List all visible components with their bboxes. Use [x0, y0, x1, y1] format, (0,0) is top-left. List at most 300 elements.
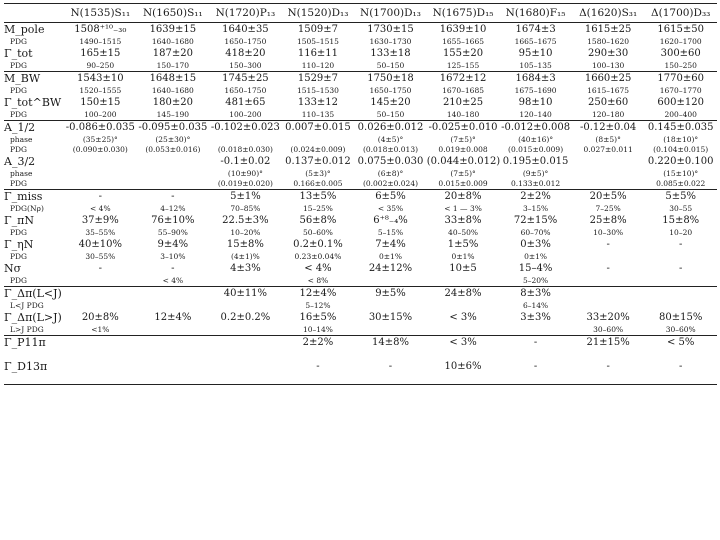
table-cell — [209, 23, 282, 48]
cell-pdg-value — [209, 301, 282, 311]
table-cell — [354, 23, 427, 48]
cell-pdg-value: 1650–1750 — [369, 86, 412, 95]
table-cell — [209, 121, 282, 156]
cell-value: 1684±3 — [515, 73, 556, 84]
cell-pdg-value: 15–25% — [302, 204, 333, 213]
cell-value: -0.025±0.010 — [428, 122, 498, 133]
cell-pdg-value — [137, 325, 210, 335]
cell-value: - — [388, 361, 393, 372]
cell-pdg-value: 6–14% — [522, 301, 549, 310]
table-cell — [282, 311, 355, 336]
cell-value: 33±8% — [444, 215, 482, 226]
column-header: N(1650)S₁₁ — [137, 4, 210, 23]
table-cell — [64, 214, 137, 238]
cell-pdg-value-2: 0.166±0.005 — [293, 179, 343, 188]
table-cell — [572, 360, 645, 385]
table-cell — [427, 47, 500, 72]
row-label-main: Γ_tot — [4, 47, 33, 60]
table-cell — [137, 262, 210, 287]
cell-pdg-value — [282, 135, 355, 145]
row-label — [4, 360, 64, 385]
cell-value: 1745±25 — [222, 73, 269, 84]
cell-value: -0.12±0.04 — [579, 122, 637, 133]
cell-value: 600±120 — [657, 97, 704, 108]
cell-value: 1543±10 — [77, 73, 124, 84]
cell-pdg-value: (7±5)° — [450, 169, 476, 178]
cell-pdg-value — [209, 374, 282, 384]
table-cell — [644, 311, 717, 336]
table-cell — [644, 96, 717, 121]
cell-pdg-value: (9±5)° — [522, 169, 549, 178]
cell-pdg-value-2: 0.015±0.009 — [438, 179, 488, 188]
cell-pdg-value: (4±5)° — [377, 135, 404, 144]
table-row — [4, 336, 717, 361]
table-cell — [282, 121, 355, 156]
table-cell — [572, 336, 645, 361]
table-cell — [572, 238, 645, 262]
table-cell — [572, 72, 645, 97]
cell-value: 0.195±0.015 — [502, 156, 569, 167]
table-cell — [354, 72, 427, 97]
cell-pdg-value: (8±5)° — [595, 135, 621, 144]
cell-value: 40±11% — [223, 288, 268, 299]
table-cell — [64, 72, 137, 97]
cell-pdg-value — [137, 350, 210, 360]
table-cell — [572, 287, 645, 312]
column-header: Δ(1620)S₃₁ — [572, 4, 645, 23]
table-cell — [427, 155, 500, 190]
table-cell — [209, 336, 282, 361]
cell-pdg-value: <1% — [91, 325, 110, 334]
table-cell — [572, 155, 645, 190]
row-label-sub: phase — [10, 169, 33, 178]
cell-pdg-value: 1640–1680 — [151, 86, 194, 95]
table-cell — [644, 336, 717, 361]
table-cell — [209, 155, 282, 190]
row-label-sub: L<J PDG — [10, 301, 44, 310]
cell-pdg-value: (15±10)° — [663, 169, 699, 178]
table-cell — [572, 121, 645, 156]
table-cell — [354, 287, 427, 312]
column-header: N(1675)D₁₅ — [427, 4, 500, 23]
cell-value: 1770±60 — [657, 73, 704, 84]
cell-value: -0.1±0.02 — [220, 156, 271, 167]
cell-value: 5±5% — [665, 191, 696, 202]
cell-pdg-value-2 — [572, 179, 645, 189]
cell-pdg-value: 60–70% — [520, 228, 551, 237]
row-label-sub: PDG — [10, 276, 28, 285]
cell-value: 24±12% — [368, 263, 413, 274]
cell-value: 116±11 — [297, 48, 339, 59]
cell-pdg-value-2: 0.085±0.022 — [656, 179, 706, 188]
cell-pdg-value — [644, 252, 717, 262]
table-cell — [137, 47, 210, 72]
cell-pdg-value: (35±25)° — [82, 135, 118, 144]
cell-value: 20±8% — [81, 312, 119, 323]
cell-pdg-value: 5–12% — [305, 301, 331, 310]
cell-pdg-value: 1670–1770 — [659, 86, 702, 95]
table-cell — [354, 336, 427, 361]
column-header: N(1700)D₁₃ — [354, 4, 427, 23]
cell-pdg-value — [209, 350, 282, 360]
cell-pdg-value: (10±90)° — [227, 169, 263, 178]
table-cell — [209, 72, 282, 97]
cell-pdg-value: 120–180 — [591, 110, 625, 119]
cell-pdg-value: 1515–1530 — [296, 86, 339, 95]
cell-pdg-value-2: (0.015±0.009) — [508, 145, 564, 154]
cell-pdg-value: 30–55 — [669, 204, 693, 213]
cell-value: 1648±15 — [149, 73, 197, 84]
cell-pdg-value — [572, 301, 645, 311]
table-cell — [354, 96, 427, 121]
cell-value: - — [679, 263, 683, 274]
table-row — [4, 238, 717, 262]
cell-value: 1730±15 — [367, 24, 414, 35]
cell-pdg-value: 1670–1685 — [442, 86, 484, 95]
table-cell — [354, 47, 427, 72]
cell-pdg-value: (6±8)° — [377, 169, 404, 178]
cell-value — [137, 360, 210, 374]
cell-pdg-value: 150–170 — [156, 61, 190, 70]
cell-pdg-value — [499, 350, 572, 360]
cell-value: -0.102±0.023 — [210, 122, 280, 133]
cell-pdg-value: 35–55% — [85, 228, 116, 237]
cell-pdg-value: 0.23±0.04% — [294, 252, 342, 261]
table-cell — [644, 262, 717, 287]
row-label — [4, 214, 64, 238]
table-cell — [209, 190, 282, 215]
row-label — [4, 47, 64, 72]
table-cell — [282, 360, 355, 385]
table-cell — [644, 23, 717, 48]
cell-value: 1±5% — [447, 239, 479, 250]
table-cell — [209, 214, 282, 238]
table-cell — [427, 214, 500, 238]
cell-pdg-value: 1665–1675 — [514, 37, 557, 46]
table-cell — [427, 23, 500, 48]
cell-pdg-value — [499, 374, 572, 384]
table-cell — [354, 311, 427, 336]
cell-pdg-value: 1640–1680 — [151, 37, 194, 46]
cell-value: 40±10% — [78, 239, 122, 250]
cell-pdg-value: 10–20 — [669, 228, 693, 237]
row-label-sub: L>J PDG — [10, 325, 44, 334]
cell-value: 300±60 — [660, 48, 701, 59]
cell-pdg-value: 90–250 — [86, 61, 115, 70]
table-cell — [499, 360, 572, 385]
cell-value: 0.145±0.035 — [647, 122, 714, 133]
row-label-main: M_pole — [4, 23, 45, 36]
cell-pdg-value — [282, 374, 355, 384]
table-row — [4, 360, 717, 385]
row-label-main: Γ_Δπ(L>J) — [4, 311, 62, 324]
cell-value: -0.012±0.008 — [501, 122, 571, 133]
cell-pdg-value-2: (0.090±0.030) — [72, 145, 128, 154]
cell-pdg-value — [354, 350, 427, 360]
table-cell — [282, 238, 355, 262]
table-cell — [644, 360, 717, 385]
cell-pdg-value: < 1 — 3% — [444, 204, 482, 213]
cell-pdg-value: < 4% — [90, 204, 111, 213]
cell-pdg-value: 50–150 — [376, 61, 405, 70]
row-label-main: Γ_tot^BW — [4, 96, 62, 109]
cell-pdg-value: 3–10% — [160, 252, 186, 261]
cell-pdg-value: 100–200 — [84, 110, 117, 119]
row-label — [4, 72, 64, 97]
table-cell — [137, 360, 210, 385]
cell-pdg-value: 30–60% — [593, 325, 624, 334]
cell-value: 4±3% — [230, 263, 261, 274]
table-cell — [64, 23, 137, 48]
cell-pdg-value — [572, 350, 645, 360]
cell-value: -0.095±0.035 — [138, 122, 208, 133]
cell-pdg-value — [427, 350, 500, 360]
cell-value: 10±6% — [444, 361, 482, 372]
cell-value: 6±5% — [375, 191, 406, 202]
table-cell — [354, 360, 427, 385]
cell-pdg-value-2: (0.104±0.015) — [653, 145, 709, 154]
cell-value: 2±2% — [520, 191, 551, 202]
cell-value: 0.007±0.015 — [285, 122, 351, 133]
cell-value — [209, 336, 282, 350]
cell-pdg-value: 10–20% — [230, 228, 261, 237]
cell-value — [209, 360, 282, 374]
cell-value: < 3% — [449, 312, 477, 323]
row-label — [4, 336, 64, 361]
cell-pdg-value: 55–90% — [157, 228, 188, 237]
cell-value: 1615±25 — [584, 24, 632, 35]
table-cell — [644, 47, 717, 72]
table-body — [4, 23, 717, 385]
row-label — [4, 311, 64, 336]
table-row — [4, 155, 717, 190]
cell-pdg-value: 1490–1515 — [79, 37, 122, 46]
cell-pdg-value — [499, 325, 572, 335]
cell-value: 16±5% — [299, 312, 337, 323]
cell-pdg-value — [572, 276, 645, 286]
table-cell — [282, 262, 355, 287]
row-label-sub: PDG — [10, 228, 28, 237]
cell-pdg-value — [644, 374, 717, 384]
table-cell — [427, 336, 500, 361]
cell-pdg-value: 140–180 — [446, 110, 480, 119]
cell-value: 1639±15 — [149, 24, 197, 35]
table-header-row — [4, 4, 717, 23]
table-cell — [644, 155, 717, 190]
table-cell — [209, 96, 282, 121]
table-cell — [354, 190, 427, 215]
table-cell — [209, 360, 282, 385]
cell-pdg-value: 70–85% — [230, 204, 261, 213]
cell-value: 133±18 — [370, 48, 411, 59]
table-cell — [499, 214, 572, 238]
table-cell — [137, 72, 210, 97]
cell-value: 250±60 — [588, 97, 629, 108]
row-label — [4, 121, 64, 156]
cell-pdg-value — [209, 135, 282, 145]
cell-value: 80±15% — [659, 312, 703, 323]
cell-pdg-value — [137, 374, 210, 384]
cell-pdg-value-2: (0.018±0.030) — [217, 145, 273, 154]
table-cell — [137, 155, 210, 190]
cell-value: 180±20 — [152, 97, 193, 108]
cell-value: 1672±12 — [439, 73, 487, 84]
cell-value — [137, 287, 210, 301]
cell-pdg-value — [644, 276, 717, 286]
table-cell — [137, 238, 210, 262]
table-cell — [499, 72, 572, 97]
cell-pdg-value: 0±1% — [524, 252, 548, 261]
row-label — [4, 96, 64, 121]
cell-pdg-value: 10–14% — [302, 325, 333, 334]
table-cell — [282, 336, 355, 361]
cell-pdg-value: 50–150 — [376, 110, 405, 119]
table-cell — [572, 262, 645, 287]
column-header: N(1535)S₁₁ — [64, 4, 137, 23]
cell-pdg-value: 200–400 — [664, 110, 697, 119]
cell-value: 0.220±0.100 — [647, 156, 714, 167]
table-cell — [282, 190, 355, 215]
table-cell — [64, 47, 137, 72]
cell-pdg-value: 100–200 — [229, 110, 262, 119]
cell-pdg-value — [644, 350, 717, 360]
cell-pdg-value: 150–250 — [664, 61, 697, 70]
table-cell — [282, 47, 355, 72]
cell-pdg-value: 100–130 — [591, 61, 625, 70]
cell-pdg-value: 110–135 — [301, 110, 335, 119]
cell-pdg-value — [209, 276, 282, 286]
table-cell — [282, 214, 355, 238]
cell-value: < 3% — [449, 337, 477, 348]
cell-value: < 5% — [666, 337, 695, 348]
cell-value: 8±3% — [520, 288, 551, 299]
cell-value: - — [533, 337, 538, 348]
cell-value: 98±10 — [518, 97, 553, 108]
cell-pdg-value — [572, 169, 645, 179]
cell-value: 187±20 — [152, 48, 193, 59]
table-cell — [282, 72, 355, 97]
table-row — [4, 23, 717, 48]
cell-value: -0.086±0.035 — [65, 122, 135, 133]
cell-pdg-value — [354, 374, 427, 384]
cell-pdg-value: 1655–1665 — [442, 37, 484, 46]
table-cell — [354, 214, 427, 238]
table-cell — [644, 287, 717, 312]
cell-value: 418±20 — [225, 48, 266, 59]
cell-pdg-value-2: (0.053±0.016) — [145, 145, 201, 154]
table-row — [4, 190, 717, 215]
cell-value: 76±10% — [151, 215, 195, 226]
cell-value: 1509±7 — [297, 24, 339, 35]
cell-value — [64, 287, 137, 301]
cell-pdg-value: 4–12% — [160, 204, 186, 213]
table-cell — [572, 47, 645, 72]
cell-value: 21±15% — [586, 337, 630, 348]
table-cell — [137, 214, 210, 238]
column-header: N(1720)P₁₃ — [209, 4, 282, 23]
table-cell — [427, 121, 500, 156]
table-cell — [64, 121, 137, 156]
cell-value: - — [98, 191, 102, 202]
cell-pdg-value — [209, 325, 282, 335]
cell-value: 0.2±0.2% — [220, 312, 271, 323]
cell-pdg-value — [137, 169, 210, 179]
cell-value: 155±20 — [442, 48, 484, 59]
cell-pdg-value: (7±5)° — [450, 135, 476, 144]
cell-value: 150±15 — [80, 97, 121, 108]
table-cell — [137, 336, 210, 361]
cell-pdg-value: 10–30% — [593, 228, 624, 237]
row-label-sub: PDG — [10, 86, 28, 95]
table-cell — [282, 287, 355, 312]
cell-value — [64, 155, 137, 169]
table-cell — [572, 23, 645, 48]
table-row — [4, 47, 717, 72]
cell-value: 30±15% — [368, 312, 413, 323]
table-cell — [499, 96, 572, 121]
cell-value: 2±2% — [302, 337, 334, 348]
cell-value: 14±8% — [372, 337, 409, 348]
table-cell — [137, 23, 210, 48]
cell-pdg-value: 5–20% — [522, 276, 549, 285]
cell-pdg-value-2: (0.019±0.020) — [217, 179, 273, 188]
cell-pdg-value: 1620–1700 — [659, 37, 702, 46]
row-label-main: M_BW — [4, 72, 41, 85]
table-cell — [572, 190, 645, 215]
table-cell — [354, 121, 427, 156]
cell-value: 12±4% — [299, 288, 337, 299]
table-cell — [209, 311, 282, 336]
table-cell — [137, 311, 210, 336]
cell-value: 0.2±0.1% — [293, 239, 343, 250]
cell-pdg-value: 1505–1515 — [296, 37, 339, 46]
cell-pdg-value-2: 0.027±0.011 — [583, 145, 633, 154]
cell-value: 0.137±0.012 — [285, 156, 351, 167]
cell-pdg-value: 105–135 — [519, 61, 552, 70]
row-label-sub2: PDG — [10, 179, 28, 188]
table-cell — [64, 360, 137, 385]
row-label-main: Γ_miss — [4, 190, 43, 203]
cell-pdg-value — [427, 301, 500, 311]
cell-value: 1508⁺¹⁰₋₃₀ — [74, 24, 127, 35]
column-header: Δ(1700)D₃₃ — [644, 4, 717, 23]
table-cell — [572, 96, 645, 121]
table-cell — [427, 360, 500, 385]
table-cell — [499, 336, 572, 361]
column-header: N(1520)D₁₃ — [282, 4, 355, 23]
cell-pdg-value: 1615–1675 — [587, 86, 630, 95]
cell-value — [64, 336, 137, 350]
cell-value: 165±15 — [80, 48, 121, 59]
cell-pdg-value: (40±16)° — [518, 135, 554, 144]
table-cell — [64, 262, 137, 287]
table-cell — [499, 311, 572, 336]
cell-pdg-value: (4±1)% — [230, 252, 260, 261]
table-cell — [354, 155, 427, 190]
cell-pdg-value: 40–50% — [448, 228, 479, 237]
cell-value: 95±10 — [518, 48, 553, 59]
cell-value: 72±15% — [513, 215, 558, 226]
resonance-properties-table — [4, 3, 717, 385]
cell-pdg-value-2: (0.018±0.013) — [362, 145, 419, 154]
cell-pdg-value-2: (0.024±0.009) — [290, 145, 346, 154]
row-label-main: Γ_Δπ(L<J) — [4, 287, 62, 300]
table-row — [4, 121, 717, 156]
cell-value — [572, 287, 645, 301]
cell-pdg-value: 30–55% — [85, 252, 116, 261]
cell-pdg-value: 1675–1690 — [514, 86, 557, 95]
cell-value — [644, 287, 717, 301]
